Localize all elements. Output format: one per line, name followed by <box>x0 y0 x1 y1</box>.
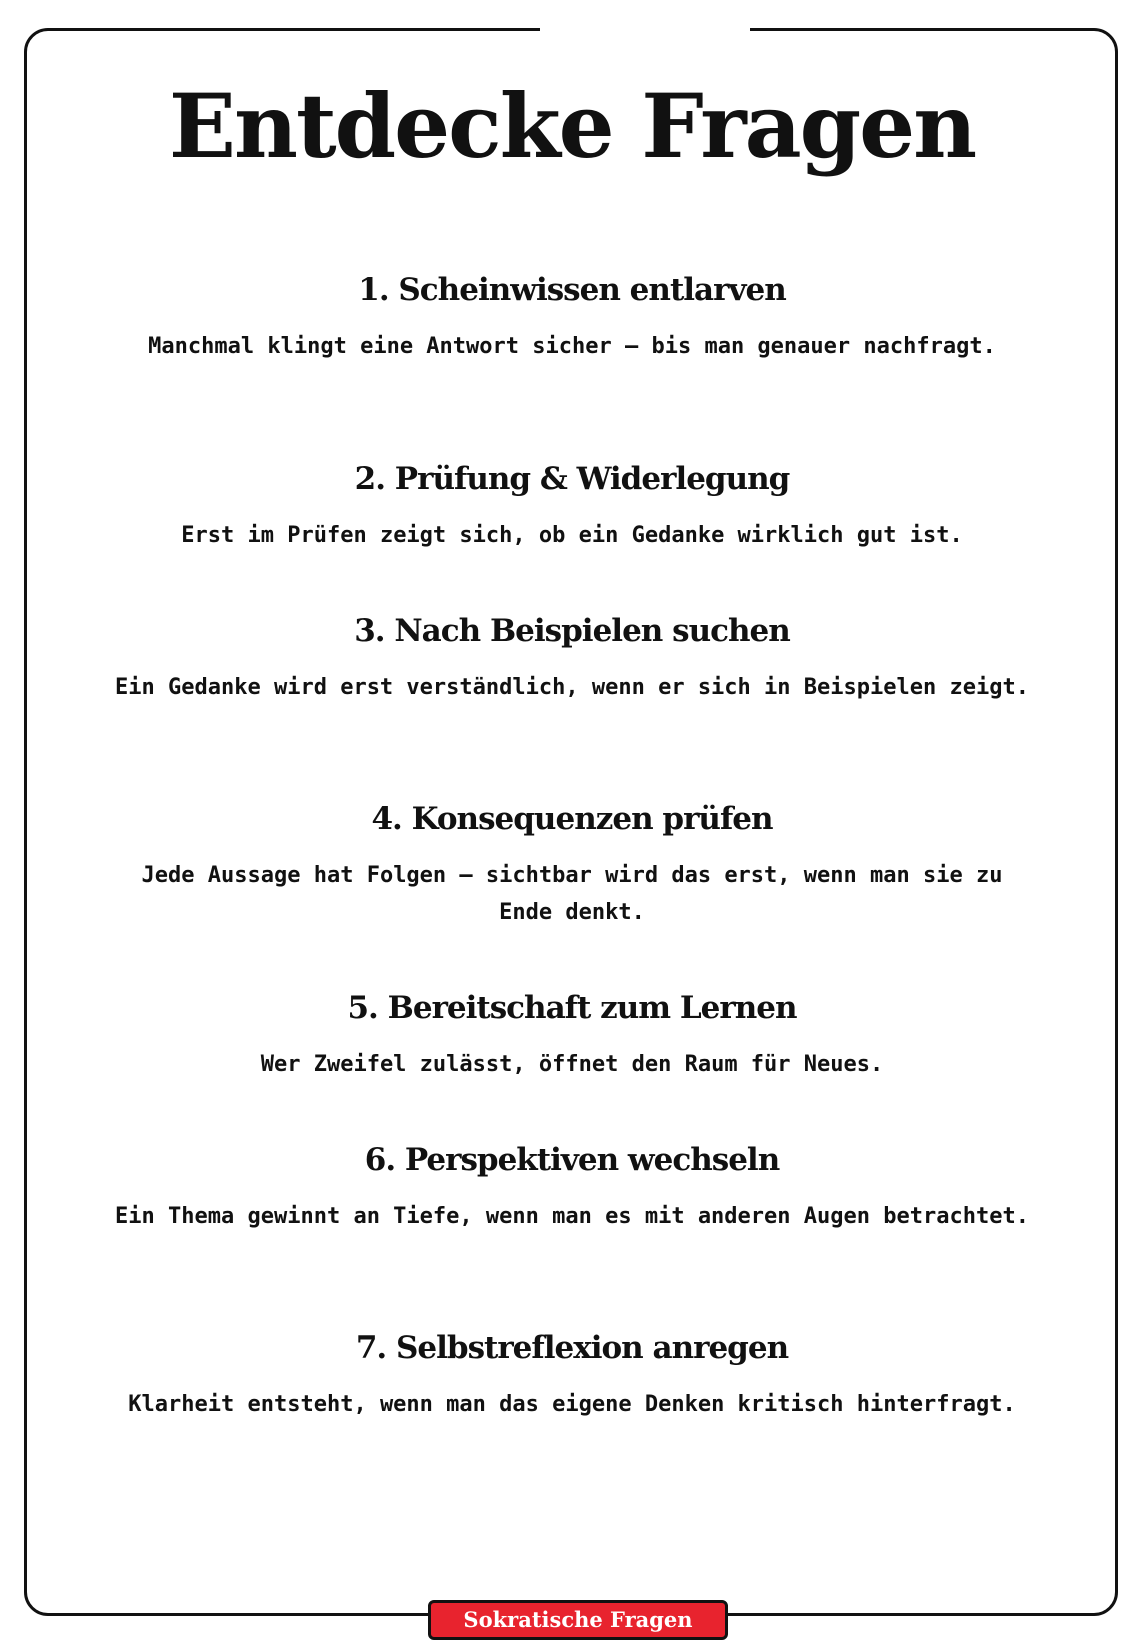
section-2 <box>110 459 1034 554</box>
section-heading: 1. Scheinwissen entlarven <box>358 272 786 308</box>
section-text: Ein Thema gewinnt an Tiefe, wenn man es mit anderen Augen betrachtet. <box>115 1204 1029 1229</box>
section-heading: 5. Bereitschaft zum Lernen <box>347 990 797 1026</box>
footer-badge: Sokratische Fragen <box>428 1600 728 1640</box>
section-text: Ein Gedanke wird erst verständlich, wenn er sich in Beispielen zeigt. <box>115 675 1029 700</box>
section-heading: 2. Prüfung & Widerlegung <box>354 461 790 497</box>
section-text: Klarheit entsteht, wenn man das eigene Denken kritisch hinterfragt. <box>128 1392 1016 1417</box>
section-5 <box>110 988 1034 1083</box>
section-heading: 4. Konsequenzen prüfen <box>371 801 773 837</box>
section-heading: 3. Nach Beispielen suchen <box>354 613 790 649</box>
section-6 <box>110 1140 1034 1235</box>
section-heading: 6. Perspektiven wechseln <box>364 1142 780 1178</box>
section-heading: 7. Selbstreflexion anregen <box>355 1330 789 1366</box>
page-title: Entdecke Fragen <box>168 74 976 178</box>
section-text: Erst im Prüfen zeigt sich, ob ein Gedanke wirklich gut ist. <box>181 523 963 548</box>
section-text: Jede Aussage hat Folgen – sichtbar wird das erst, wenn man sie zu Ende denkt. <box>141 863 1003 925</box>
section-4 <box>110 799 1034 931</box>
section-1 <box>110 270 1034 365</box>
section-7 <box>110 1328 1034 1423</box>
section-text: Manchmal klingt eine Antwort sicher – bis man genauer nachfragt. <box>148 334 996 359</box>
section-3 <box>110 611 1034 706</box>
section-text: Wer Zweifel zulässt, öffnet den Raum für Neues. <box>260 1052 884 1077</box>
